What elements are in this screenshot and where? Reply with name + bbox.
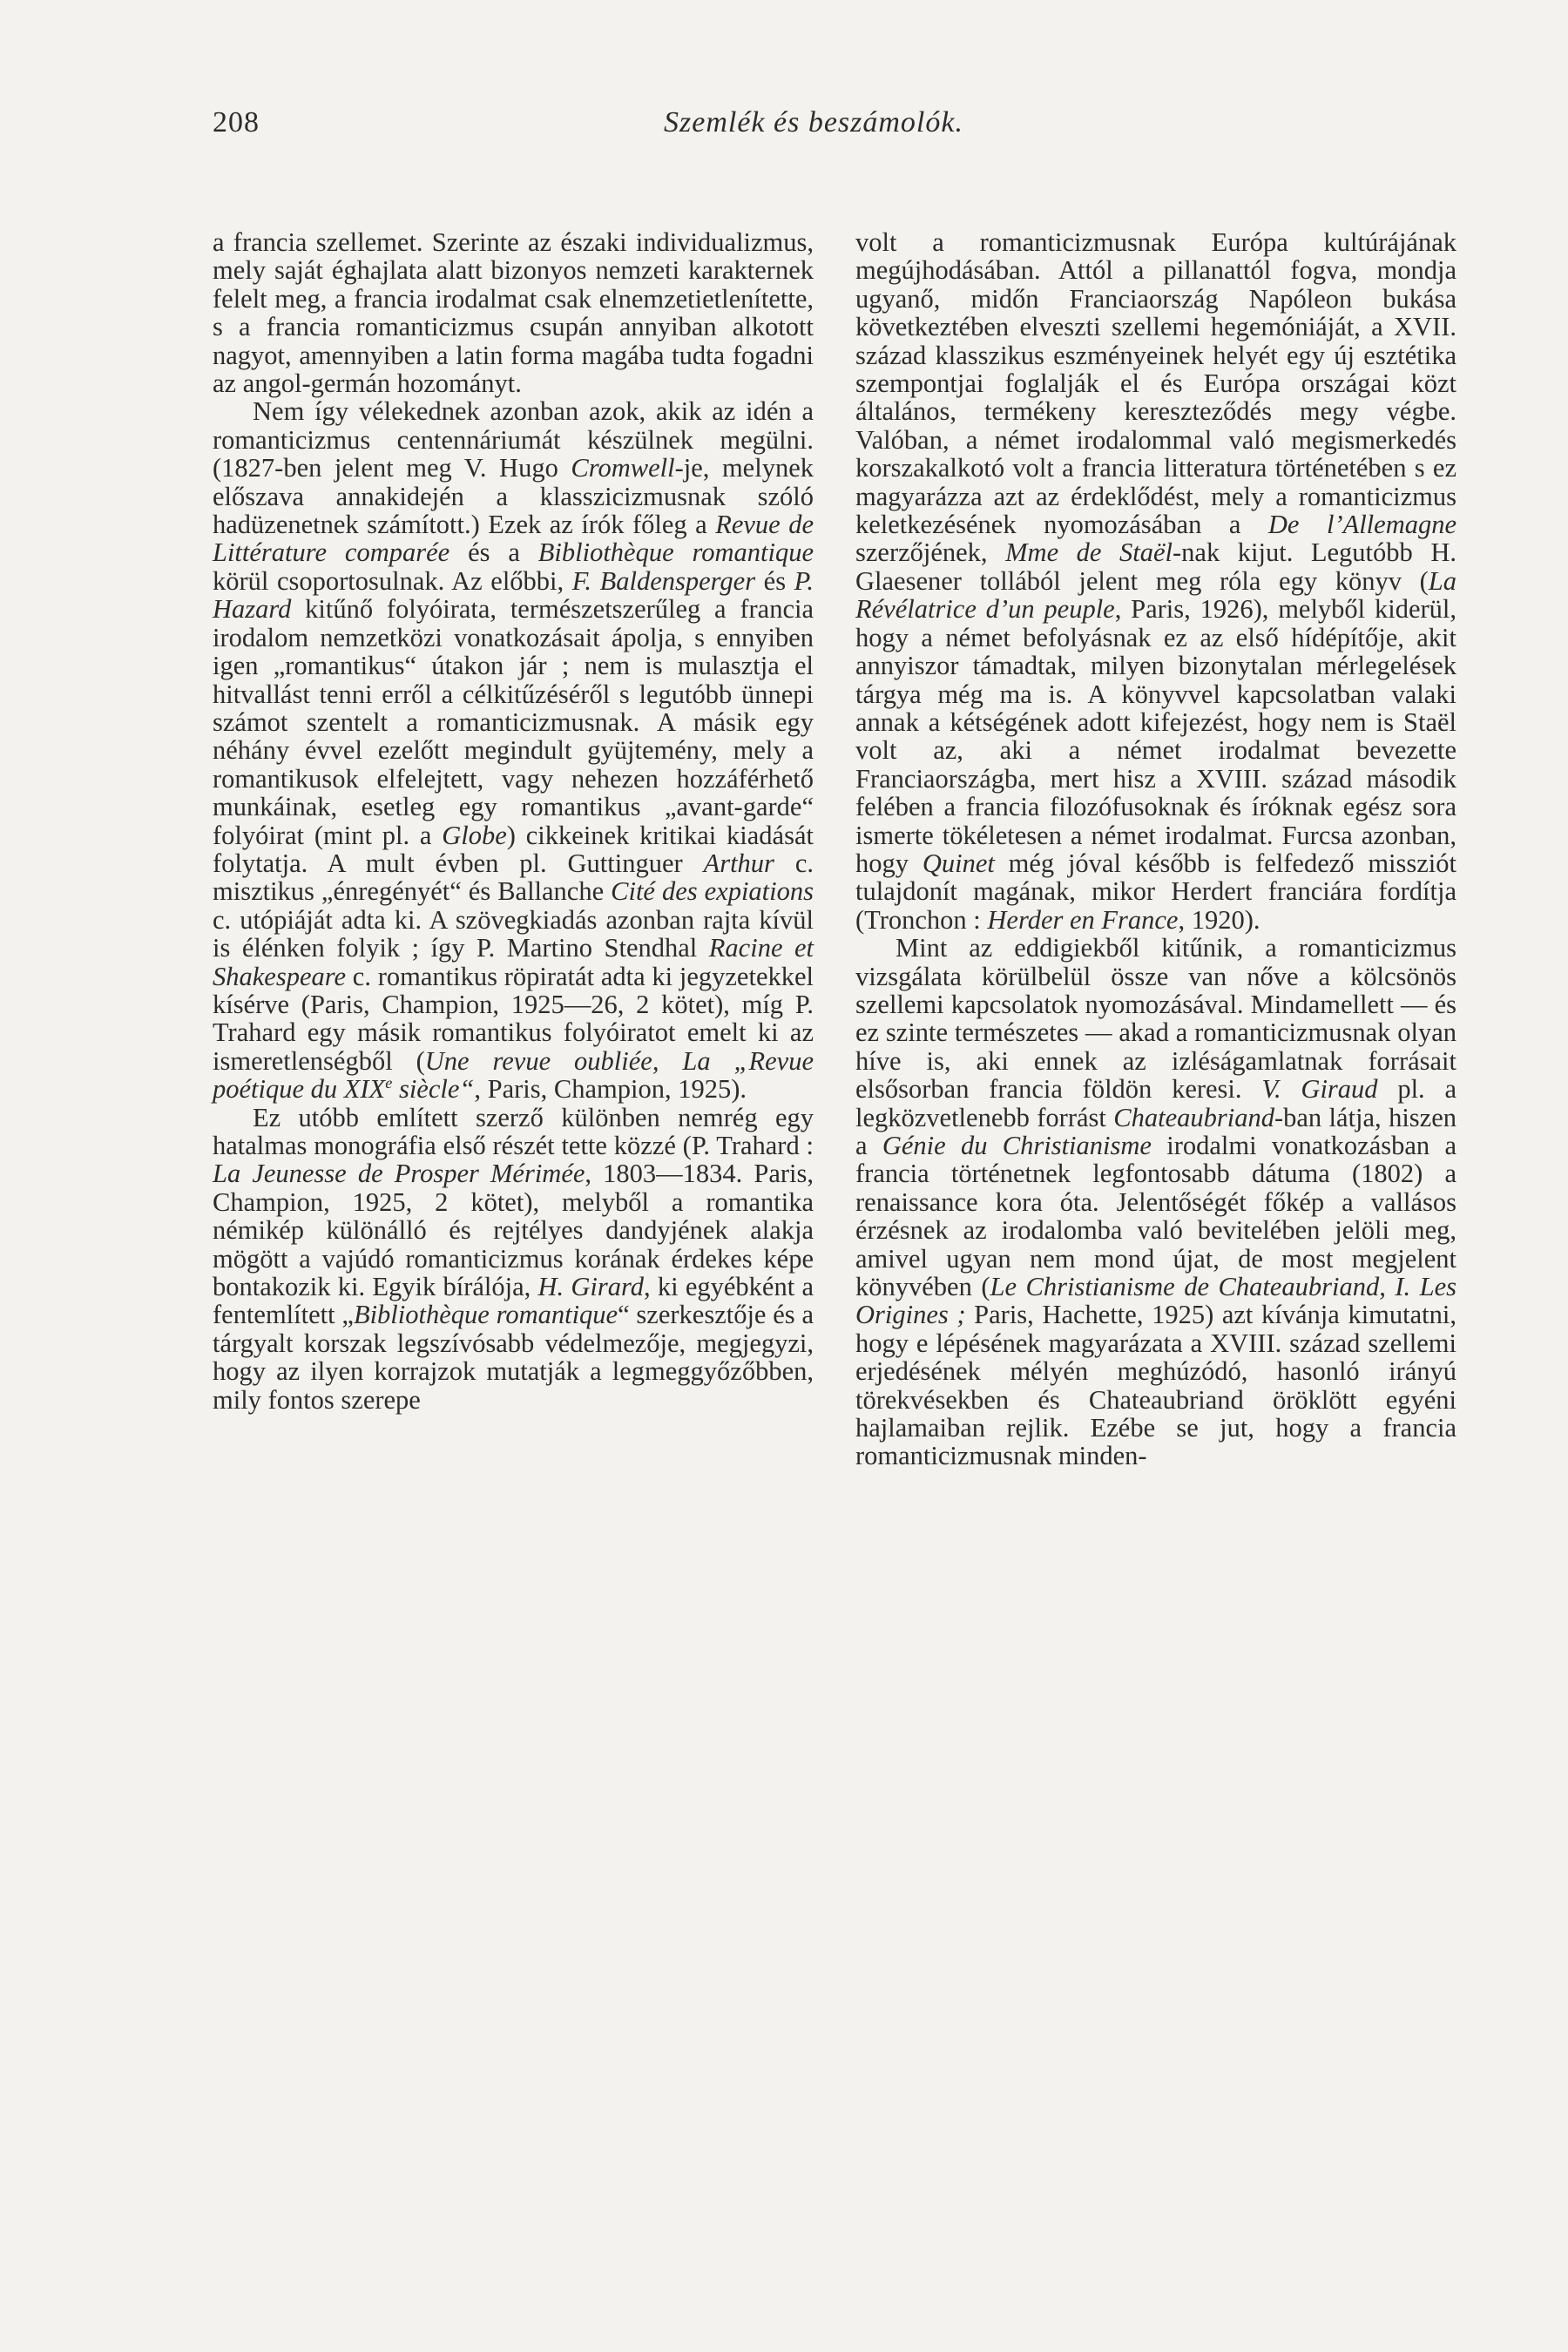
author-name: F. Baldensperger	[571, 565, 756, 596]
author-name: P. Hazard	[213, 565, 814, 625]
work-title: Cromwell	[571, 453, 675, 483]
work-title: Génie du Christianisme	[882, 1131, 1152, 1160]
work-title: De l’Allemagne	[1267, 510, 1457, 540]
author-name: Quinet	[922, 848, 995, 878]
paragraph: Ez utóbb említett szerző különben nemrég egy hatalmas monográfia első részét tette közzé (P. Trahard : La Jeunesse de Prosper Mérimée, 1803—1834. Paris, Champion, 1925, 2 kötet), melyből a romantika némikép különálló és rejtélyes dandyjének alakja mögött a vajúdó romanticizmus korának érdekes képe bontakozik ki. Egyik bírálója, H. Girard, ki egyébként a fentemlített „Bibliothèque romantique“ szerkesztője és a tárgyalt korszak legszívósabb védelmezője, megjegyzi, hogy az ilyen korrajzok mutatják a legmeggyőzőbben, mily fontos szerepe	[213, 1102, 814, 1415]
author-name: Mme de Staël	[1005, 537, 1173, 568]
page-header	[213, 98, 1415, 150]
work-title: La Jeunesse de Prosper Mérimée	[213, 1159, 585, 1189]
paragraph: volt a romanticizmusnak Európa kultúrájának megújhodásában. Attól a pillanattól fogva, mondja ugyanő, midőn Franciaország Napóleon bukása következtében elveszti szellemi hegemóniáját, a XVII. század klasszikus eszményeinek helyét egy új esztétika szempontjai foglalják el és Európa országai közt általános, termékeny kereszteződés megy végbe. Valóban, a német irodalommal való megismerkedés korszakalkotó volt a francia litteratura történetében s ez magyarázza azt az érdeklődést, mely a romanticizmus keletkezésének nyomozásában a De l’Allemagne szerzőjének, Mme de Staël-nak kijut. Legutóbb H. Glaesener tollából jelent meg róla egy könyv (La Révélatrice d’un peuple, Paris, 1926), melyből kiderül, hogy a német befolyásnak ez az első hídépítője, akit annyiszor támadtak, milyen bizonytalan mérlegelések tárgya még ma is. A könyvvel kapcsolatban valaki annak a kétségének adott kifejezést, hogy nem is Staël volt az, aki a német irodalmat bevezette Franciaországba, mert hisz a XVIII. század második felében a francia filozófusoknak és íróknak egész sora ismerte tökéletesen a német irodalmat. Furcsa azonban, hogy Quinet még jóval később is felfedező missziót tulajdonít magának, mikor Herdert franciára fordítja (Tronchon : Herder en France, 1920).	[855, 227, 1457, 935]
work-title: Herder en France	[987, 904, 1179, 935]
series-title: Bibliothèque romantique	[353, 1300, 618, 1330]
journal-title: Revue de Littérature comparée	[213, 510, 814, 568]
journal-title: Globe	[442, 820, 507, 850]
page-number: 208	[213, 106, 260, 139]
work-title: Une revue oubliée, La „Revue poétique du XIXe siècle“	[213, 1045, 814, 1105]
work-title: Le Christianisme de Chateaubriand, I. Les Origines ;	[855, 1272, 1456, 1330]
running-title: Szemlék és beszámolók.	[664, 106, 963, 139]
right-column	[855, 228, 1456, 1470]
left-column	[213, 228, 814, 1414]
paragraph: Mint az eddigiekből kitűnik, a romanticizmus vizsgálata körülbelül össze van nőve a kölcsönös szellemi kapcsolatok nyomozásával. Mindamellett — és ez szinte természetes — akad a romanticizmusnak olyan híve is, aki ennek az izléságamlatnak forrásait elsősorban francia földön keresi. V. Giraud pl. a legközvetlenebb forrást Chateaubriand-ban látja, hiszen a Génie du Christianisme irodalmi vonatkozásban a francia történetnek legfontosabb dátuma (1802) a renaissance kora óta. Jelentőségét főkép a vallásos érzésnek az irodalomba való bevitelében jelöli meg, amivel ugyan nem mond újat, de most megjelent könyvében (Le Christianisme de Chateaubriand, I. Les Origines ; Paris, Hachette, 1925) azt kívánja kimutatni, hogy e lépésének magyarázata a XVIII. század szellemi erjedésének mélyén meghúzódó, hasonló irányú törekvésekben és Chateaubriand öröklött egyéni hajlamaiban rejlik. Ezébe se jut, hogy a francia romanticizmusnak minden-	[855, 933, 1456, 1471]
work-title: Arthur	[703, 848, 774, 878]
author-name: H. Girard	[537, 1272, 645, 1302]
author-name: V. Giraud	[1261, 1074, 1378, 1105]
paragraph: a francia szellemet. Szerinte az északi individualizmus, mely saját éghajlata alatt bizonyos nemzeti karakternek felelt meg, a francia irodalmat csak elnemzetietlenítette, s a francia romanticizmus csupán annyiban alkotott nagyot, amennyiben a latin forma magába tudta fogadni az angol-germán hozományt.	[213, 227, 814, 399]
work-title: Cité des expiations	[611, 876, 814, 907]
work-title: La Révélatrice d’un peuple	[855, 565, 1456, 625]
author-name: Chateaubriand	[1113, 1102, 1274, 1132]
paragraph: Nem így vélekednek azonban azok, akik az idén a romanticizmus centennáriumát készülnek megülni. (1827-ben jelent meg V. Hugo Cromwell-je, melynek előszava annakidején a klasszicizmusnak szóló hadüzenetnek számított.) Ezek az írók főleg a Revue de Littérature comparée és a Bibliothèque romantique körül csoportosulnak. Az előbbi, F. Baldensperger és P. Hazard kitűnő folyóirata, természetszerűleg a francia irodalom nemzetközi vonatkozásait ápolja, s ennyiben igen „romantikus“ útakon jár ; nem is mulasztja el hitvallást tenni erről a célkitűzéséről s legutóbb ünnepi számot szentelt a romanticizmusnak. A másik egy néhány évvel ezelőtt megindult gyüjtemény, mely a romantikusok elfelejtett, vagy nehezen hozzáférhető munkáinak, esetleg egy romantikus „avant-garde“ folyóirat (mint pl. a Globe) cikkeinek kritikai kiadását folytatja. A mult évben pl. Guttinguer Arthur c. misztikus „énregényét“ és Ballanche Cité des expiations c. utópiáját adta ki. A szövegkiadás azonban rajta kívül is élénken folyik ; így P. Martino Stendhal Racine et Shakespeare c. romantikus röpiratát adta ki jegyzetekkel kísérve (Paris, Champion, 1925—26, 2 kötet), míg P. Trahard egy másik romantikus folyóiratot emelt ki az ismeretlenségből (Une revue oubliée, La „Revue poétique du XIXe siècle“, Paris, Champion, 1925).	[213, 396, 814, 1105]
work-title: Racine et Shakespeare	[213, 933, 814, 991]
series-title: Bibliothèque romantique	[537, 537, 814, 568]
